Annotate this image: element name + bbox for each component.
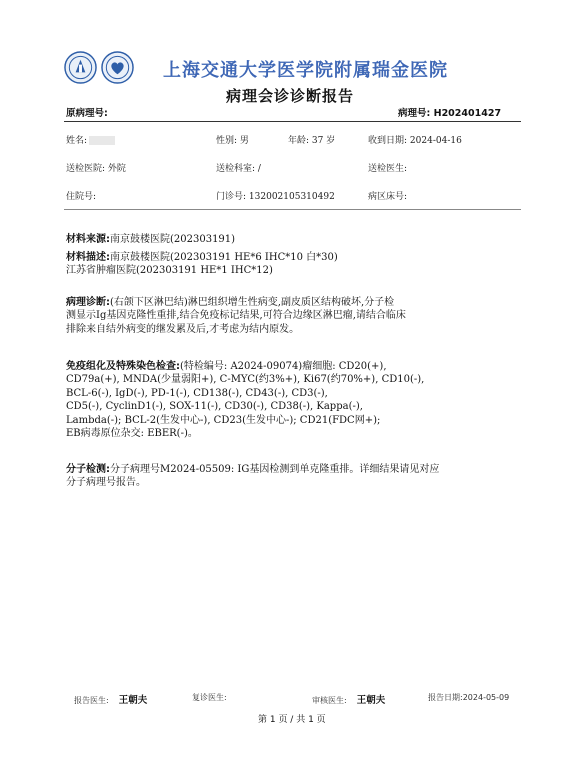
ihc-line-4: CD5(-), CyclinD1(-), SOX-11(-), CD30(-), CD38(-), Kappa(-), [66, 401, 363, 413]
report-date-label: 报告日期: [428, 693, 463, 702]
diagnosis-line-3: 排除来自结外病变的继发累及后,才考虑为结内原发。 [66, 323, 300, 335]
material-desc-line-1 [66, 251, 338, 264]
outpatient-no-value: 132002105310492 [248, 192, 335, 202]
info-divider [64, 209, 521, 210]
sending-hospital-label: 送检医院: [66, 164, 106, 174]
material-source [66, 233, 235, 246]
sending-hospital [66, 161, 126, 174]
material-desc-line-2: 江苏省肿瘤医院(202303191 HE*1 IHC*12) [66, 265, 273, 277]
review-doctor-label: 复诊医生: [192, 693, 227, 702]
pathology-no [398, 105, 501, 119]
diagnosis-label: 病理诊断: [66, 297, 110, 308]
outpatient-no [216, 189, 335, 202]
diagnosis-text-1: (右颌下区淋巴结)淋巴组织增生性病变,副皮质区结构破坏,分子检 [110, 297, 395, 308]
hospital-name: 上海交通大学医学院附属瑞金医院 [163, 60, 448, 81]
sending-dept-value: / [257, 164, 261, 174]
molecular-line-2: 分子病理号报告。 [66, 477, 146, 489]
sending-dept-label: 送检科室: [216, 164, 256, 174]
age-value: 37 岁 [311, 136, 336, 146]
molecular-label: 分子检测: [66, 464, 110, 475]
report-date-value: 2024-05-09 [462, 693, 510, 702]
age [288, 133, 335, 146]
sending-hospital-value: 外院 [107, 164, 126, 174]
material-desc-label: 材料描述: [66, 252, 110, 263]
inpatient-no-label: 住院号: [66, 192, 97, 202]
received-label: 收到日期: [368, 136, 408, 146]
material-source-label: 材料来源: [66, 234, 110, 245]
ihc-text-1: (特检编号: A2024-09074)瘤细胞: CD20(+), [180, 361, 387, 372]
report-doctor-value: 王朝夫 [118, 695, 148, 706]
redacted-name [89, 136, 115, 145]
ihc-label: 免疫组化及特殊染色检查: [66, 361, 180, 372]
gender-label: 性别: [216, 136, 238, 146]
pathology-no-label: 病理号: [398, 108, 431, 119]
university-logo [64, 51, 97, 84]
received-value: 2024-04-16 [409, 136, 462, 146]
gender-value: 男 [239, 136, 249, 146]
ihc-line-5: Lambda(-); BCL-2(生发中心-), CD23(生发中心-); CD21(FDC网+); [66, 414, 381, 426]
ihc-section [66, 360, 424, 440]
name-label: 姓名: [66, 136, 88, 146]
hospital-logo [101, 51, 134, 84]
report-doctor [74, 692, 147, 706]
age-label: 年龄: [288, 136, 310, 146]
molecular-text-1: 分子病理号M2024-05509: IG基因检测到单克隆重排。详细结果请见对应 [110, 464, 440, 475]
material-description [66, 251, 338, 278]
original-pathology-no-label: 原病理号: [66, 108, 108, 119]
sending-doctor-label: 送检医生: [368, 164, 408, 174]
ihc-line-6: EB病毒原位杂交: EBER(-)。 [66, 428, 198, 440]
outpatient-no-label: 门诊号: [216, 192, 247, 202]
ihc-line-3: BCL-6(-), IgD(-), PD-1(-), CD138(-), CD43(-), CD3(-), [66, 387, 328, 399]
molecular-section [66, 463, 439, 490]
diagnosis-line-1 [66, 296, 406, 309]
diagnosis-line-2: 测显示Ig基因克隆性重排,结合免疫标记结果,可符合边缘区淋巴瘤,请结合临床 [66, 310, 406, 322]
ward-bed-label: 病区床号: [368, 192, 408, 202]
page-indicator: 第 1 页 / 共 1 页 [258, 715, 326, 725]
audit-doctor-value: 王朝夫 [356, 695, 386, 706]
pathology-diagnosis [66, 296, 406, 336]
gender [216, 133, 249, 146]
ihc-line-2: CD79a(+), MNDA(少量弱阳+), C-MYC(约3%+), Ki67(约70%+), CD10(-), [66, 374, 425, 386]
material-desc-text-1: 南京鼓楼医院(202303191 HE*6 IHC*10 白*30) [110, 252, 338, 263]
molecular-line-1 [66, 463, 439, 476]
patient-name [66, 133, 115, 146]
audit-doctor [312, 692, 385, 706]
header-divider [64, 121, 521, 122]
material-source-value: 南京鼓楼医院(202303191) [110, 234, 236, 245]
report-title: 病理会诊诊断报告 [226, 87, 355, 105]
sending-dept [216, 161, 261, 174]
report-doctor-label: 报告医生: [74, 696, 109, 705]
audit-doctor-label: 审核医生: [312, 696, 347, 705]
report-date [428, 692, 509, 703]
ihc-line-1 [66, 360, 424, 373]
pathology-no-value: H202401427 [433, 108, 502, 119]
received-date [368, 133, 462, 146]
